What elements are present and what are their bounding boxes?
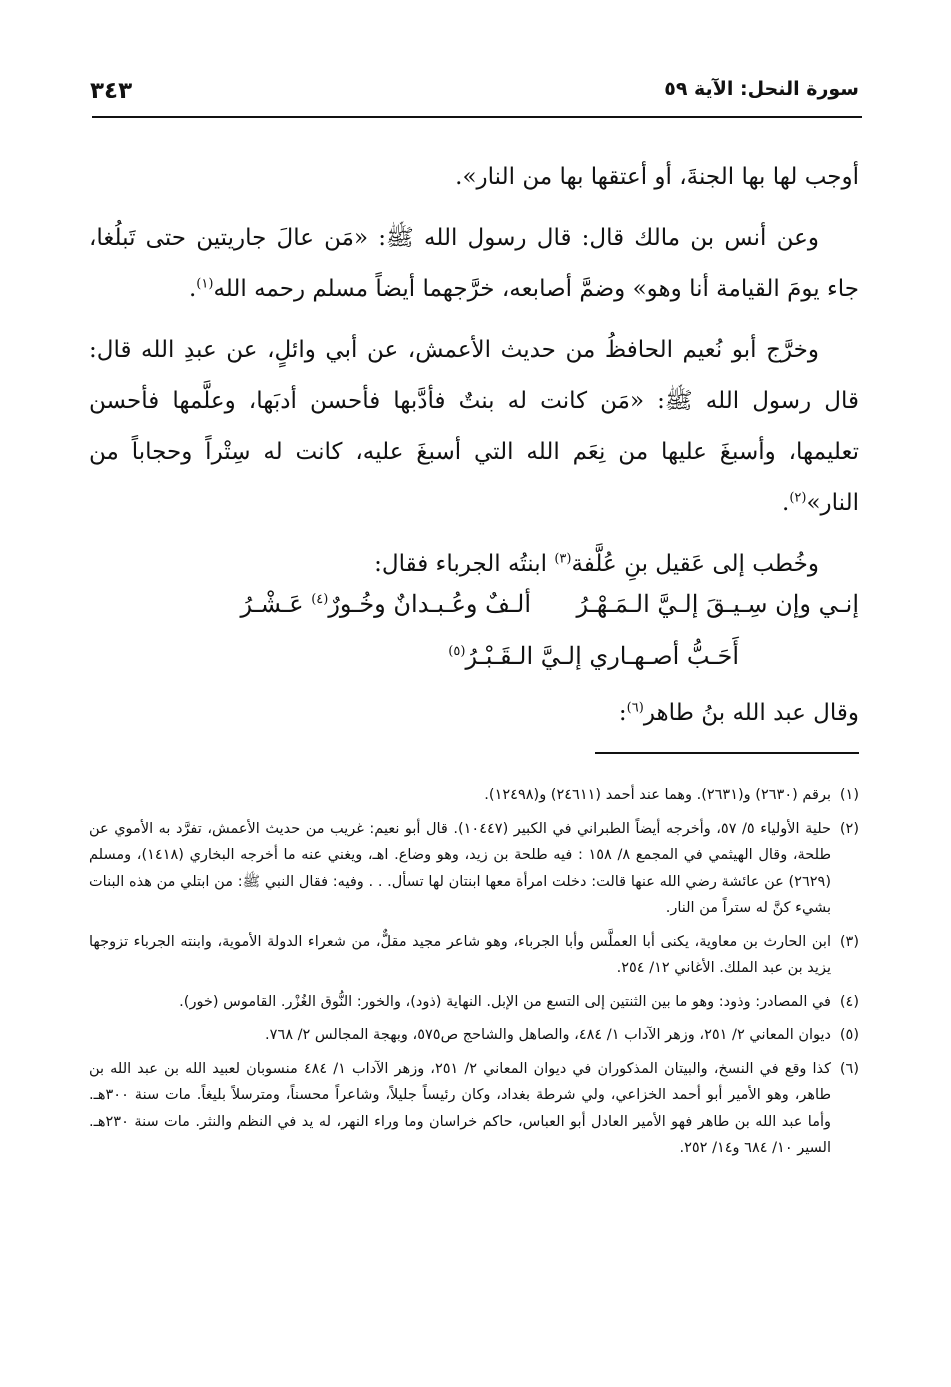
footnote-number: (٣) bbox=[839, 933, 859, 950]
footnote-text: ابن الحارث بن معاوية، يكنى أبا العملَّس وأبا الجرباء، وهو شاعر مجيد مقلٌّ، من شعراء الدولة الأموية، وابنته الجرباء تزوجها يزيد بن عبد الملك. الأغاني ١٢/ ٢٥٤. bbox=[89, 933, 831, 976]
footnote-number: (١) bbox=[839, 787, 859, 803]
footnote-number: (٥) bbox=[839, 1027, 859, 1043]
paragraph-1: أوجب لها بها الجنةَ، أو أعتقها بها من النار». bbox=[455, 164, 859, 190]
footnote-text: برقم (٢٦٣٠) و(٢٦٣١). وهما عند أحمد (٢٤٦١١) و(١٢٤٩٨). bbox=[484, 787, 831, 803]
footnote-ref-6[interactable]: (٦) bbox=[626, 700, 644, 716]
page-number: ٣٤٣ bbox=[90, 78, 133, 104]
footnotes bbox=[89, 782, 859, 1169]
footnote-item bbox=[89, 782, 859, 809]
footnote-item bbox=[89, 929, 859, 982]
footnote-text: حلية الأولياء ٥/ ٥٧، وأخرجه أيضاً الطبراني في الكبير (١٠٤٤٧). قال أبو نعيم: غريب من حديث الأعمش، تفرَّد به الأموي عن طلحة، وقال الهيثمي في المجمع ٨/ ١٥٨ : فيه طلحة بن زيد، وهو وضاع. اهـ، ويغني عنه ما أخرجه البخاري (١٤١٨)، ومسلم (٢٦٢٩) عن عائشة رضي الله عنها قالت: دخلت امرأة معها ابنتان لها تسأل. . . وفيه: فقال النبي ﷺ: من ابتلي من هذه البنات بشيء كنَّ له ستراً من النار. bbox=[89, 820, 831, 916]
footnote-separator bbox=[595, 752, 859, 754]
footnote-number: (٦) bbox=[839, 1060, 859, 1077]
footnote-ref-3[interactable]: (٣) bbox=[554, 551, 572, 567]
verse-1-second-hemistich: ألـفٌ وعُـبـدانٌ وخُـورٌ$^{(٤)}$ عَـشْـرُ bbox=[240, 590, 531, 618]
paragraph-4: وخُطب إلى عَقيل بنِ عُلَّفة$^{(٣)}$ ابنتُه الجرباء فقال: bbox=[374, 551, 819, 577]
footnote-ref-2[interactable]: (٢) bbox=[789, 490, 807, 506]
footnote-ref-4[interactable]: (٤) bbox=[311, 592, 329, 607]
footnote-number: (٤) bbox=[839, 993, 859, 1010]
footnote-text: في المصادر: وذود: وهو ما بين الثنتين إلى التسع من الإبل. النهاية (ذود)، والخور: النُّوق الغُزْر. القاموس (خور). bbox=[179, 993, 831, 1010]
footnote-item bbox=[89, 989, 859, 1016]
footnote-item bbox=[89, 816, 859, 922]
paragraph-3: وخرَّج أبو نُعيم الحافظُ من حديث الأعمش، عن أبي وائلٍ، عن عبدِ الله قال: قال رسول الله ﷺ: «مَن كانت له بنتٌ فأدَّبها فأحسن أدبَها، وعلَّمها فأحسن تعليمها، وأسبغَ عليها من نِعَم الله التي أسبغَ عليه، كانت له سِتْراً وحجاباً من النار»$^{(٢)}$. bbox=[89, 337, 859, 516]
footnote-item bbox=[89, 1056, 859, 1162]
footnote-text: ديوان المعاني ٢/ ٢٥١، وزهر الآداب ١/ ٤٨٤، والصاهل والشاحج ص٥٧٥، وبهجة المجالس ٢/ ٧٦٨. bbox=[265, 1027, 831, 1043]
paragraph-2: وعن أنس بن مالك قال: قال رسول الله ﷺ: «مَن عالَ جاريتين حتى تَبلُغا، جاء يومَ القيامة أنا وهو» وضمَّ أصابعه، خرَّجهما أيضاً مسلم رحمه الله$^{(١)}$. bbox=[89, 225, 859, 302]
footnote-text: كذا وقع في النسخ، والبيتان المذكوران في ديوان المعاني ٢/ ٢٥١، وزهر الآداب ١/ ٤٨٤ منسوبان لعبيد الله بن عبد الله بن طاهر، وهو الأمير أبو أحمد الخزاعي، ولي شرطة بغداد، وكان رئيساً جليلاً، وشاعراً محسناً، ومترسلاً بليغاً. مات سنة ٣٠٠هـ. وأما عبد الله بن طاهر فهو الأمير العادل أبو العباس، حاكم خراسان وما وراء النهر، له يد في النظم والنثر. مات سنة ٢٣٠هـ. السير ١٠/ ٦٨٤ و١٤/ ٢٥٢. bbox=[89, 1060, 831, 1156]
footnote-item bbox=[89, 1022, 859, 1049]
footnote-number: (٢) bbox=[839, 820, 859, 837]
running-header-title: سورة النحل: الآية ٥٩ bbox=[664, 78, 859, 100]
main-text bbox=[89, 152, 859, 600]
verse-1-first-hemistich: إنـي وإن سِـيـقَ إلـيَّ الـمَـهْـرُ bbox=[576, 590, 859, 618]
verse-2: أَحَـبُّ أصـهـاري إلـيَّ الـقَـبْـرُ$^{(٥)}$ bbox=[448, 642, 739, 670]
header-rule bbox=[92, 116, 862, 118]
closing-line: وقال عبد الله بنُ طاهر$^{(٦)}$: bbox=[618, 700, 859, 726]
footnote-ref-1[interactable]: (١) bbox=[196, 276, 214, 292]
footnote-ref-5[interactable]: (٥) bbox=[448, 644, 466, 659]
